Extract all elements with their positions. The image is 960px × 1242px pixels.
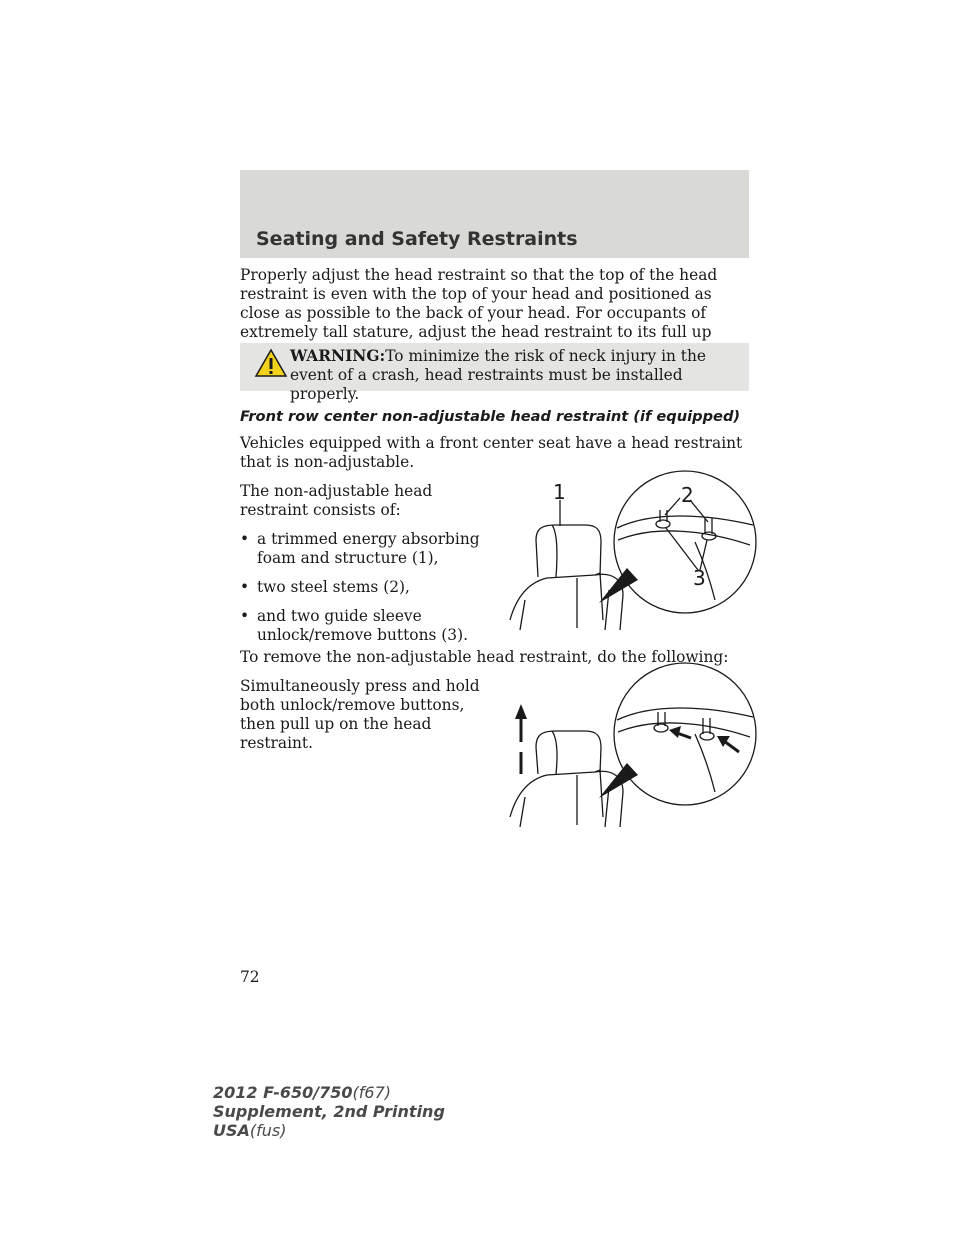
section-title: Seating and Safety Restraints — [256, 228, 578, 250]
warning-label: WARNING: — [290, 347, 386, 365]
page-number: 72 — [240, 968, 260, 986]
head-restraint-removal-figure — [505, 662, 765, 837]
warning-text — [290, 347, 745, 404]
step-paragraph: Simultaneously press and hold both unlock/remove buttons, then pull up on the head restraint. — [240, 677, 480, 752]
head-restraint-components-figure — [505, 470, 765, 640]
list-item: • two steel stems (2), — [240, 578, 410, 596]
warning-triangle-icon — [254, 347, 288, 379]
subheading: Front row center non-adjustable head restraint (if equipped) — [240, 408, 741, 425]
intro-paragraph: Properly adjust the head restraint so that the top of the head restraint is even with the top of your head and positioned as close as possible to the back of your head. For occupants of extremely tall stature, adjust the head restraint to its full up — [240, 266, 718, 341]
remove-paragraph: To remove the non-adjustable head restraint, do the following: — [240, 648, 729, 666]
footer-model-code: (f67) — [352, 1083, 391, 1102]
footer-print-info — [213, 1083, 445, 1140]
component-list — [240, 530, 510, 655]
list-item: • and two guide sleeve unlock/remove buttons (3). — [240, 607, 468, 644]
callout-2: 2 — [681, 483, 694, 507]
footer-region: USA — [213, 1121, 250, 1140]
warning-box — [240, 343, 749, 403]
footer-region-code: (fus) — [249, 1121, 287, 1140]
callout-3: 3 — [693, 566, 706, 590]
callout-1: 1 — [553, 480, 566, 504]
warning-body: To minimize the risk of neck injury in the event of a crash, head restraints must be installed properly. — [290, 347, 707, 403]
consists-paragraph: The non-adjustable head restraint consists of: — [240, 482, 433, 519]
footer-supplement: Supplement, 2nd Printing — [213, 1102, 445, 1121]
pull-up-arrow-icon — [515, 704, 527, 719]
footer-model: 2012 F-650/750 — [213, 1083, 353, 1102]
list-item: • a trimmed energy absorbing foam and structure (1), — [240, 530, 480, 567]
equipped-paragraph: Vehicles equipped with a front center seat have a head restraint that is non-adjustable. — [240, 434, 743, 471]
